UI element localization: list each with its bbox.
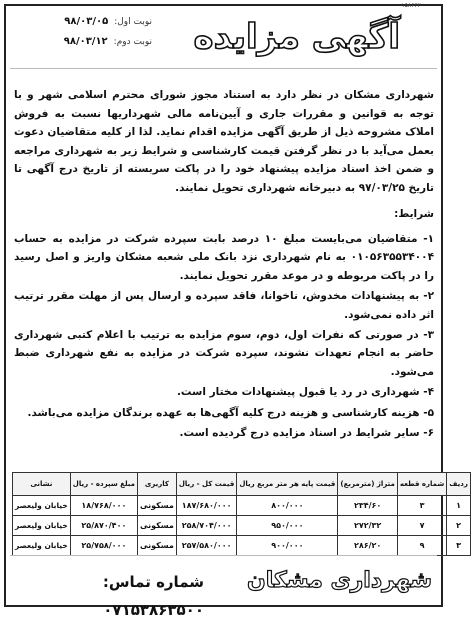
cell-usage: مسکونی [138, 516, 177, 536]
cell-row-number: ۳ [447, 536, 471, 556]
conditions-title: شرایط: [394, 208, 434, 220]
property-table [12, 472, 471, 556]
cell-area: ۲۸۶/۲۰ [338, 536, 397, 556]
cell-address: خیابان ولیعصر [13, 536, 71, 556]
first-publish-date [12, 12, 152, 32]
cell-row-number: ۲ [447, 516, 471, 536]
intro-paragraph: شهرداری مشکان در نظر دارد به استناد مجوز شورای محترم اسلامی شهر و با توجه به قوانین و مقررات جاری و آیین‌نامه مالی شهرداریها نسبت به فروش املاک مشروحه ذیل از طریق آگهی مزایده اقدام نماید. لذا از کلیه متقاضیان دعوت بعمل می‌آید با در نظر گرفتن قیمت کارشناسی و شرایط زیر به شهرداری مراجعه و ضمن اخذ اسناد مزایده پیشنهاد خود را در پاکت سربسته از تاریخ درج آگهی تا تاریخ ۹۷/۰۳/۲۵ به دبیرخانه شهرداری تحویل نمایند. [14, 89, 434, 194]
table-row [13, 496, 471, 516]
cell-plot-number: ۹ [397, 536, 446, 556]
cell-address: خیابان ولیعصر [13, 496, 71, 516]
cell-unit-price: ۸۰۰/۰۰۰ [237, 496, 338, 516]
cell-address: خیابان ولیعصر [13, 516, 71, 536]
second-publish-date [12, 32, 152, 52]
ad-title: آگهی مزایده [193, 17, 400, 57]
ad-id: ۱۵۸۶۶۲۰ [401, 2, 424, 9]
col-header-total-price: قیمت کل - ریال [176, 473, 236, 496]
cell-plot-number: ۷ [397, 516, 446, 536]
table-row [13, 516, 471, 536]
publish-dates [12, 12, 152, 52]
cell-row-number: ۱ [447, 496, 471, 516]
condition-item: ۶- سایر شرایط در اسناد مزایده درج گردیده است. [179, 427, 434, 440]
condition-item: ۵- هزینه کارشناسی و هزینه درج کلیه آگهی‌ها به عهده برندگان مزایده می‌باشد. [27, 406, 434, 419]
footer-organization: شهرداری مشکان [246, 568, 432, 593]
condition-item: ۳- در صورتی که نفرات اول، دوم، سوم مزایده به ترتیب با اعلام کتبی شهرداری حاضر به انجام تعهدات نشوند، سپرده شرکت در مزایده به نفع شهرداری ضبط می‌شود. [14, 329, 434, 378]
condition-item: ۲- به پیشنهادات مخدوش، ناخوانا، فاقد سپرده و ارسال پس از مهلت مقرر ترتیب اثر داده نمی‌شود. [14, 290, 434, 321]
second-publish-label: نوبت دوم: [113, 37, 152, 47]
first-publish-value: ۹۸/۰۳/۰۵ [64, 16, 109, 27]
cell-total-price: ۲۵۸/۷۰۴/۰۰۰ [176, 516, 236, 536]
cell-total-price: ۱۸۷/۶۸۰/۰۰۰ [176, 496, 236, 516]
cell-total-price: ۲۵۷/۵۸۰/۰۰۰ [176, 536, 236, 556]
footer-phone: شماره تماس: ۰۷۱۵۳۸۶۳۵۰۰ [102, 573, 204, 619]
conditions-list [14, 230, 434, 444]
cell-plot-number: ۳ [397, 496, 446, 516]
cell-area: ۲۳۴/۶۰ [338, 496, 397, 516]
col-header-unit-price: قیمت پایه هر متر مربع ریال [237, 473, 338, 496]
header-divider [10, 68, 437, 69]
col-header-plot-number: شماره قطعه [397, 473, 446, 496]
col-header-deposit: مبلغ سپرده - ریال [70, 473, 137, 496]
col-header-area: متراژ (مترمربع) [338, 473, 397, 496]
cell-deposit: ۱۸/۷۶۸/۰۰۰ [70, 496, 137, 516]
cell-unit-price: ۹۰۰/۰۰۰ [237, 536, 338, 556]
col-header-row-number: ردیف [447, 473, 471, 496]
condition-item: ۴- شهرداری در رد یا قبول پیشنهادات مختار است. [176, 386, 434, 399]
condition-item: ۱- متقاضیان می‌بایست مبلغ ۱۰ درصد بابت سپرده شرکت در مزایده به حساب ۰۱۰۵۶۳۵۵۳۴۰۰۴ به نام شهرداری نزد بانک ملی شعبه مشکان واریز و اصل رسید را در پاکت مربوطه و در موعد مقرر تحویل نمایند. [14, 233, 434, 282]
cell-area: ۲۷۲/۳۲ [338, 516, 397, 536]
first-publish-label: نوبت اول: [114, 17, 152, 27]
table-header-row [13, 473, 471, 496]
cell-unit-price: ۹۵۰/۰۰۰ [237, 516, 338, 536]
cell-deposit: ۲۵/۸۷۰/۴۰۰ [70, 516, 137, 536]
cell-usage: مسکونی [138, 536, 177, 556]
cell-deposit: ۲۵/۷۵۸/۰۰۰ [70, 536, 137, 556]
table-row [13, 536, 471, 556]
col-header-address: نشانی [13, 473, 71, 496]
footer-divider [10, 555, 437, 556]
cell-usage: مسکونی [138, 496, 177, 516]
col-header-usage: کاربری [138, 473, 177, 496]
second-publish-value: ۹۸/۰۳/۱۲ [63, 36, 108, 47]
